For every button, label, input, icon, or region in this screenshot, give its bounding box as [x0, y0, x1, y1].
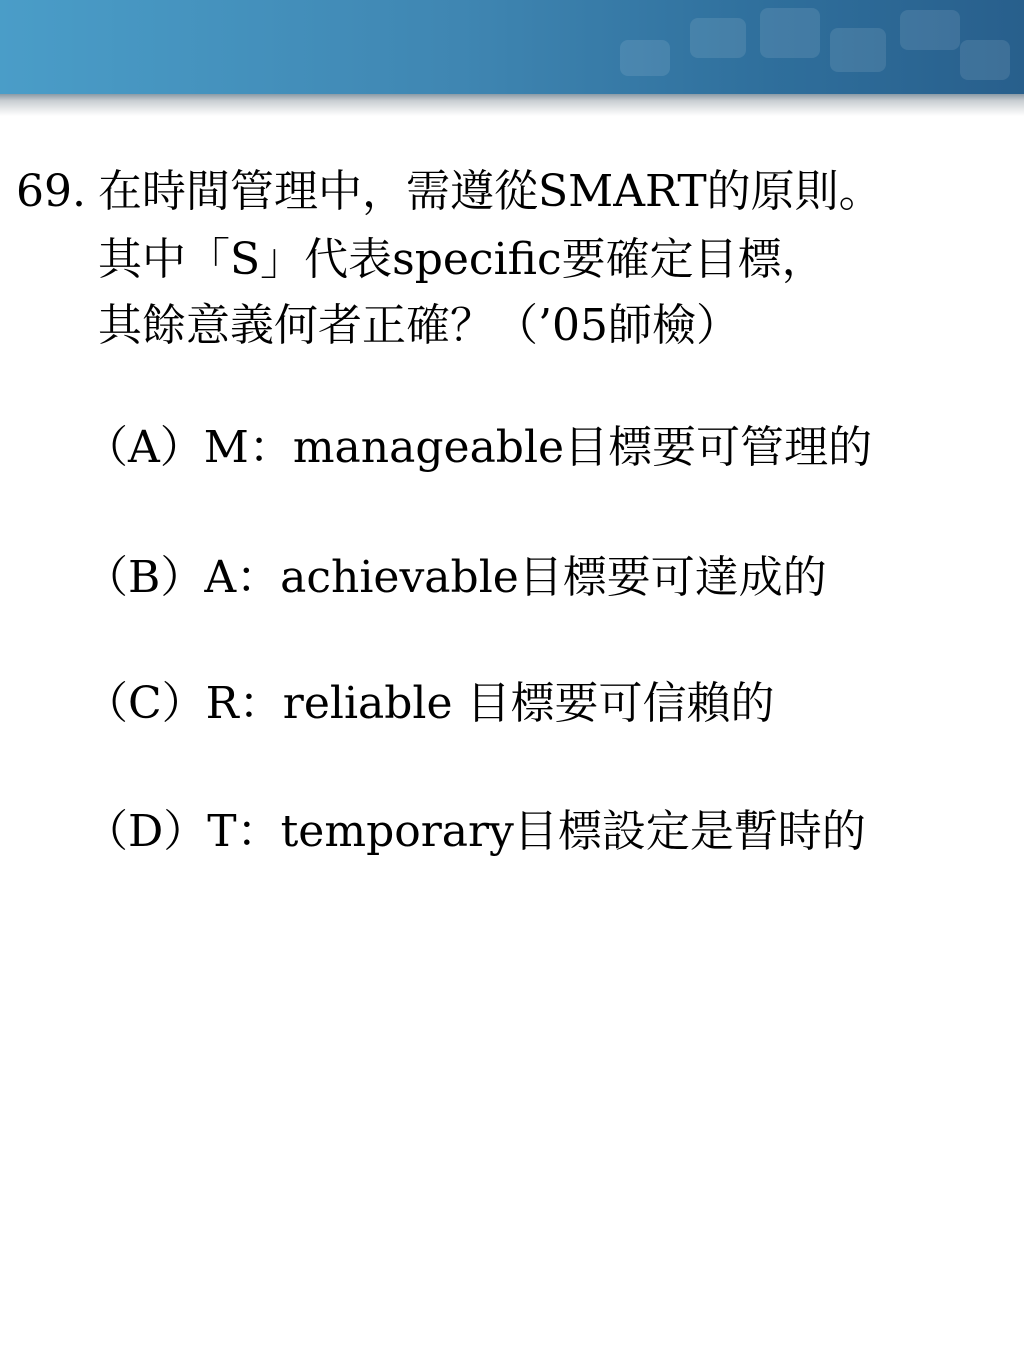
option-a-text: M：manageable目標要可管理的 — [203, 422, 873, 473]
decor-tile — [620, 40, 670, 76]
option-a — [84, 420, 872, 476]
question-line-2: 其中「S」代表specific要確定目標， — [98, 234, 826, 285]
decor-tile — [830, 28, 886, 72]
header-banner — [0, 0, 1024, 94]
option-b-text: A：achievable目標要可達成的 — [204, 552, 827, 603]
question-line-1: 在時間管理中，需遵從SMART的原則。 — [98, 166, 883, 217]
option-d-text: T：temporary目標設定是暫時的 — [207, 806, 866, 857]
question-number: 69. — [16, 166, 86, 217]
option-d — [84, 804, 866, 860]
decor-tile — [900, 10, 960, 50]
decor-tile — [760, 8, 820, 58]
option-c — [84, 676, 775, 732]
option-c-label: （C） — [84, 678, 206, 729]
option-c-text: R：reliable 目標要可信賴的 — [205, 678, 775, 729]
decor-tile — [690, 18, 746, 58]
option-a-label: （A） — [84, 422, 204, 473]
question-line-3: 其餘意義何者正確？（’05師檢） — [98, 300, 740, 351]
option-d-label: （D） — [84, 806, 208, 857]
decor-tile — [960, 40, 1010, 80]
option-b — [84, 550, 827, 606]
header-shadow — [0, 94, 1024, 116]
option-b-label: （B） — [84, 552, 205, 603]
